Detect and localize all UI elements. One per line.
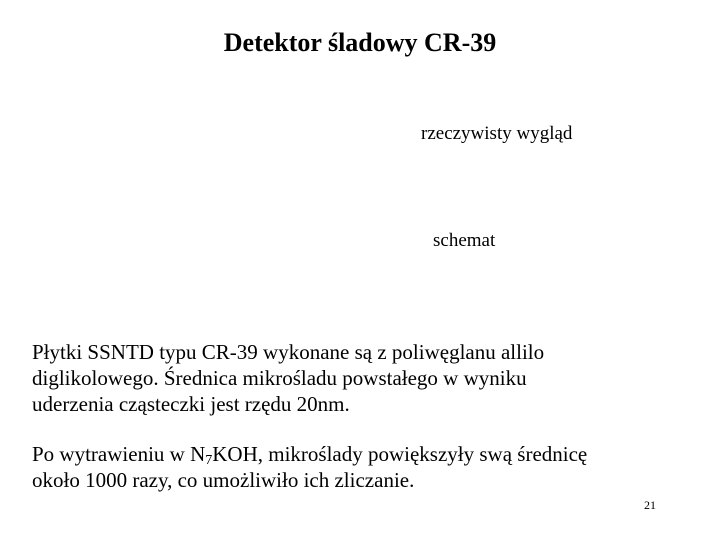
paragraph-line: uderzenia cząsteczki jest rzędu 20nm.: [32, 392, 350, 416]
paragraph-line: diglikolowego. Średnica mikrośladu powstałego w wyniku: [32, 366, 527, 390]
etching-paragraph: [32, 441, 692, 493]
paragraph-line: Płytki SSNTD typu CR-39 wykonane są z poliwęglanu allilo: [32, 340, 545, 364]
paragraph-line: [32, 441, 692, 467]
description-paragraph: [32, 339, 682, 417]
text-segment: Po wytrawieniu w N: [32, 442, 206, 466]
subscript: 7: [205, 453, 213, 468]
caption-real-appearance: rzeczywisty wygląd: [421, 123, 573, 144]
slide-title: Detektor śladowy CR-39: [223, 28, 497, 57]
text-segment: KOH, mikroślady powiększyły swą średnicę: [212, 442, 588, 466]
page-number: 21: [644, 498, 656, 512]
caption-schema: schemat: [433, 230, 496, 251]
paragraph-line: około 1000 razy, co umożliwiło ich zliczanie.: [32, 468, 415, 492]
